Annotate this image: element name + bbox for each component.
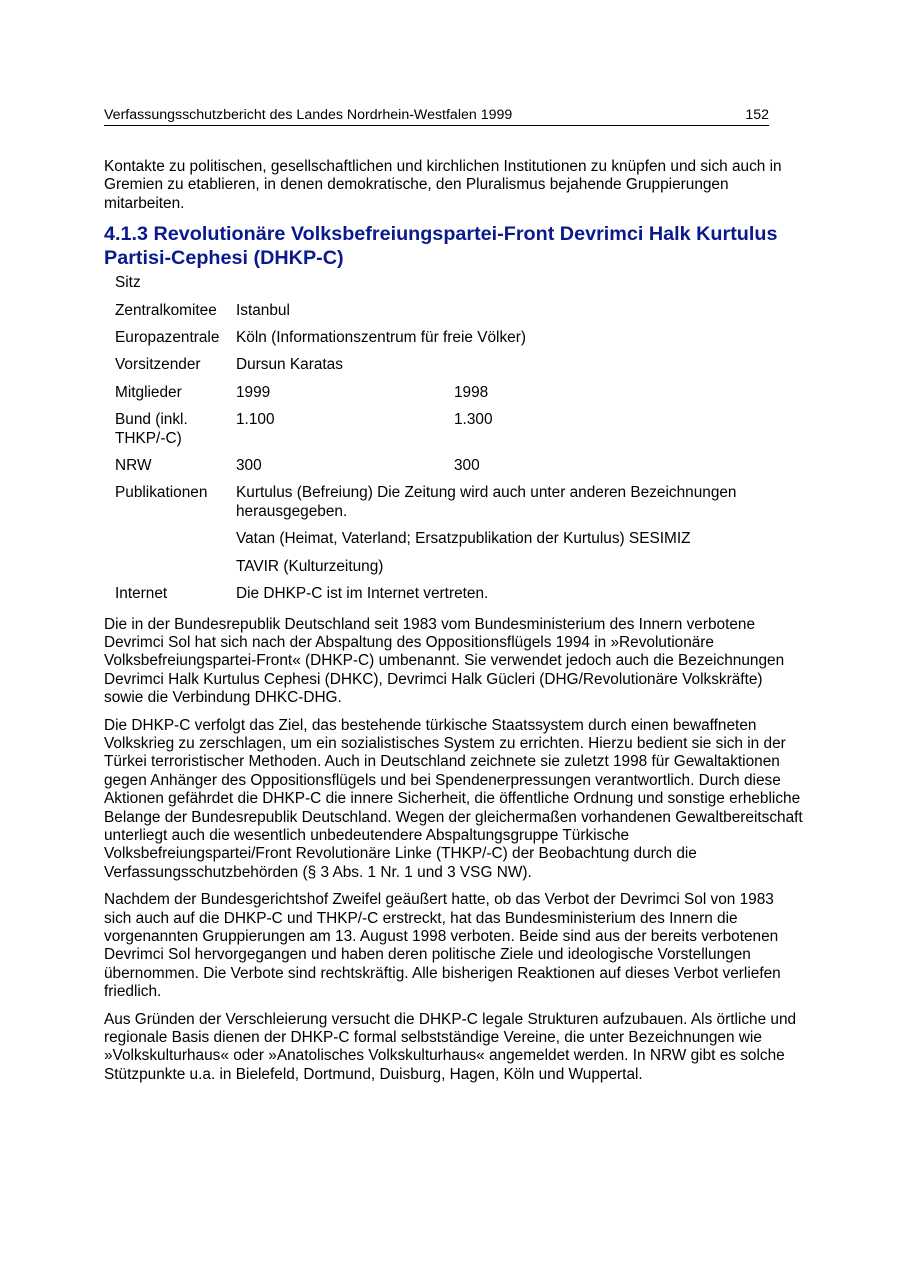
- bund-1999-value: 1.100: [236, 411, 275, 429]
- facts-row-publikationen: [111, 484, 791, 530]
- europazentrale-label: Europazentrale: [115, 329, 220, 347]
- year-1998: 1998: [454, 383, 489, 401]
- nrw-1999-value: 300: [236, 457, 262, 475]
- organization-facts-table: [111, 274, 791, 612]
- vorsitzender-value: Dursun Karatas: [236, 356, 343, 374]
- publikation-2: Vatan (Heimat, Vaterland; Ersatzpublikation der Kurtulus) SESIMIZ: [236, 530, 691, 548]
- body-paragraph-1: Die in der Bundesrepublik Deutschland seit 1983 vom Bundesministerium des Innern verbotene Devrimci Sol hat sich nach der Abspaltung des Oppositionsflügels 1994 in »Revolutionäre Volksbefreiungspartei-Front« (DHKP-C) umbenannt. Sie verwendet jedoch auch die Bezeichnungen Devrimci Halk Kurtulus Cephesi (DHKC), Devrimci Halk Gücleri (DHG/Revolutionäre Volkskräfte) sowie die Verbindung DHKC-DHG.: [104, 615, 785, 707]
- year-1999: 1999: [236, 383, 271, 401]
- nrw-label: NRW: [115, 457, 152, 475]
- mitglieder-label: Mitglieder: [115, 383, 182, 401]
- facts-row-publikation-2: [111, 530, 791, 557]
- publikation-1: Kurtulus (Befreiung) Die Zeitung wird auch unter anderen Bezeichnungen herausgegeben.: [236, 484, 737, 520]
- body-paragraph-4: Aus Gründen der Verschleierung versucht die DHKP-C legale Strukturen aufzubauen. Als örtliche und regionale Basis dienen der DHKP-C formal selbstständige Vereine, die unter Bezeichnungen wie »Volkskulturhaus« oder »Anatolisches Volkskulturhaus« angemeldet werden. In NRW gibt es solche Stützpunkte u.a. in Bielefeld, Dortmund, Duisburg, Hagen, Köln und Wuppertal.: [104, 1010, 797, 1083]
- facts-row-vorsitzender: [111, 356, 791, 383]
- page-header: [104, 106, 769, 126]
- internet-value: Die DHKP-C ist im Internet vertreten.: [236, 585, 489, 603]
- facts-row-bund: [111, 411, 791, 457]
- publikation-3: TAVIR (Kulturzeitung): [236, 557, 384, 575]
- body-paragraph-2: Die DHKP-C verfolgt das Ziel, das bestehende türkische Staatssystem durch einen bewaffneten Volkskrieg zu zerschlagen, um ein sozialistisches System zu errichten. Hierzu bedient sie sich in der Türkei terroristischer Methoden. Auch in Deutschland zeichnete sie zuletzt 1998 für Gewaltaktionen gegen Anhänger des Oppositionsflügels und bei Spendenerpressungen verantwortlich. Durch diese Aktionen gefährdet die DHKP-C die innere Sicherheit, die öffentliche Ordnung und sonstige erhebliche Belange der Bundesrepublik Deutschland. Wegen der gleichermaßen vorhandenen Gewaltbereitschaft unterliegt auch die wesentlich unbedeutendere Abspaltungsgruppe Türkische Volksbefreiungspartei/Front Revolutionäre Linke (THKP/-C) der Beobachtung durch die Verfassungsschutzbehörden (§ 3 Abs. 1 Nr. 1 und 3 VSG NW).: [104, 716, 803, 881]
- section-heading: 4.1.3 Revolutionäre Volksbefreiungspartei-Front Devrimci Halk Kurtulus Partisi-Cephesi (DHKP-C): [104, 223, 778, 270]
- facts-row-sitz: [111, 274, 791, 301]
- bund-label: Bund (inkl. THKP/-C): [115, 411, 188, 447]
- facts-row-publikation-3: [111, 558, 791, 585]
- vorsitzender-label: Vorsitzender: [115, 356, 201, 374]
- header-title: Verfassungsschutzbericht des Landes Nordrhein-Westfalen 1999: [104, 107, 513, 123]
- nrw-1998-value: 300: [454, 457, 480, 475]
- facts-row-internet: [111, 585, 791, 612]
- facts-row-mitglieder: [111, 384, 791, 411]
- zentralkomitee-value: Istanbul: [236, 301, 290, 319]
- body-paragraph-3: Nachdem der Bundesgerichtshof Zweifel geäußert hatte, ob das Verbot der Devrimci Sol von 1983 sich auch auf die DHKP-C und THKP/-C erstreckt, hat das Bundesministerium des Innern die vorgenannten Gruppierungen am 13. August 1998 verboten. Beide sind aus der bereits verbotenen Devrimci Sol hervorgegangen und haben deren politische Ziele und ideologische Vorstellungen übernommen. Die Verbote sind rechtskräftig. Alle bisherigen Reaktionen auf dieses Verbot verliefen friedlich.: [104, 891, 781, 1001]
- page-number: 152: [745, 107, 769, 123]
- internet-label: Internet: [115, 585, 168, 603]
- facts-row-nrw: [111, 457, 791, 484]
- page-content: [104, 158, 804, 1093]
- facts-row-europazentrale: [111, 329, 791, 356]
- sitz-label: Sitz: [115, 274, 141, 292]
- intro-paragraph: Kontakte zu politischen, gesellschaftlichen und kirchlichen Institutionen zu knüpfen und sich auch in Gremien zu etablieren, in denen demokratische, den Pluralismus bejahende Gruppierungen mitarbeiten.: [104, 158, 782, 212]
- zentralkomitee-label: Zentralkomitee: [115, 301, 217, 319]
- publikationen-label: Publikationen: [115, 484, 208, 502]
- europazentrale-value: Köln (Informationszentrum für freie Völker): [236, 329, 526, 347]
- bund-1998-value: 1.300: [454, 411, 493, 429]
- facts-row-zentralkomitee: [111, 302, 791, 329]
